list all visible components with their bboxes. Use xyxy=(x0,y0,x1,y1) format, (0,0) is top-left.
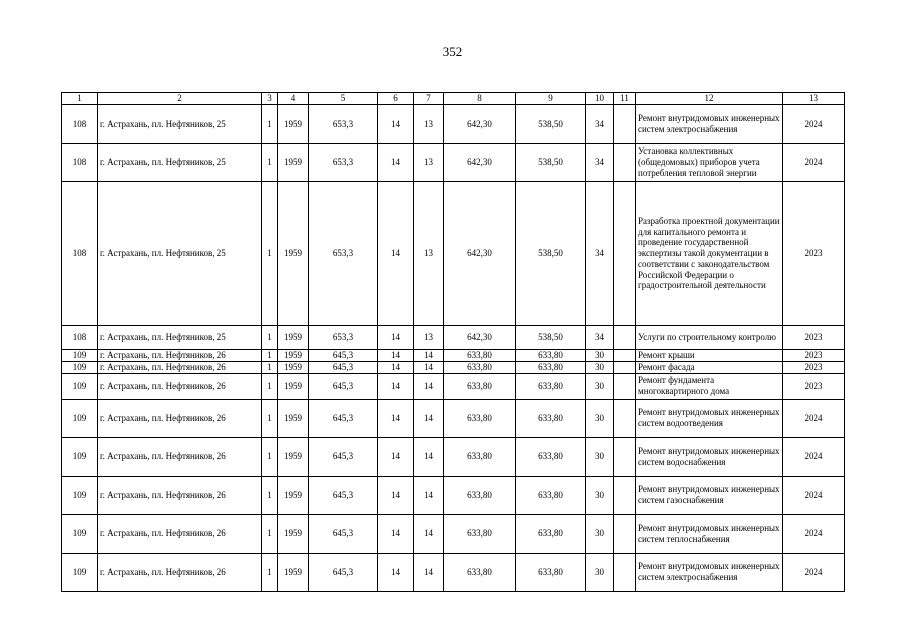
living-area-cell: 642,30 xyxy=(444,144,516,182)
living-area-cell: 633,80 xyxy=(444,361,516,373)
residents-cell: 30 xyxy=(586,437,614,476)
residents-cell: 30 xyxy=(586,553,614,591)
work-type-cell: Ремонт внутридомовых инженерных систем водоснабжения xyxy=(636,437,783,476)
address-cell: г. Астрахань, пл. Нефтяников, 26 xyxy=(98,361,262,373)
year-built-cell: 1959 xyxy=(278,514,309,553)
living-area-cell: 633,80 xyxy=(444,553,516,591)
table-body xyxy=(62,105,845,592)
private-area-cell: 538,50 xyxy=(516,144,586,182)
apartments-cell: 13 xyxy=(414,326,444,350)
year-planned-cell: 2023 xyxy=(783,326,845,350)
row-number: 108 xyxy=(62,326,98,350)
table-row xyxy=(62,553,845,591)
year-built-cell: 1959 xyxy=(278,476,309,514)
floors-cell: 14 xyxy=(378,476,414,514)
table-row xyxy=(62,373,845,399)
column-header: 2 xyxy=(98,93,262,105)
extra-cell xyxy=(614,373,636,399)
floors-cell: 14 xyxy=(378,399,414,437)
residents-cell: 30 xyxy=(586,361,614,373)
living-area-cell: 633,80 xyxy=(444,373,516,399)
residents-cell: 30 xyxy=(586,373,614,399)
year-built-cell: 1959 xyxy=(278,144,309,182)
residents-cell: 34 xyxy=(586,182,614,326)
work-type-cell: Ремонт фасада xyxy=(636,361,783,373)
column-header: 6 xyxy=(378,93,414,105)
private-area-cell: 633,80 xyxy=(516,437,586,476)
year-built-cell: 1959 xyxy=(278,553,309,591)
floors-cell: 14 xyxy=(378,514,414,553)
total-area-cell: 645,3 xyxy=(309,553,378,591)
total-area-cell: 645,3 xyxy=(309,437,378,476)
total-area-cell: 645,3 xyxy=(309,350,378,362)
column-header: 9 xyxy=(516,93,586,105)
year-planned-cell: 2023 xyxy=(783,361,845,373)
work-type-cell: Ремонт фундамента многоквартирного дома xyxy=(636,373,783,399)
column-header: 5 xyxy=(309,93,378,105)
total-area-cell: 645,3 xyxy=(309,399,378,437)
column-header: 10 xyxy=(586,93,614,105)
building-count-cell: 1 xyxy=(262,105,278,144)
year-built-cell: 1959 xyxy=(278,326,309,350)
total-area-cell: 645,3 xyxy=(309,476,378,514)
address-cell: г. Астрахань, пл. Нефтяников, 25 xyxy=(98,105,262,144)
building-count-cell: 1 xyxy=(262,326,278,350)
total-area-cell: 645,3 xyxy=(309,514,378,553)
address-cell: г. Астрахань, пл. Нефтяников, 26 xyxy=(98,399,262,437)
work-type-cell: Услуги по строительному контролю xyxy=(636,326,783,350)
building-count-cell: 1 xyxy=(262,514,278,553)
living-area-cell: 633,80 xyxy=(444,350,516,362)
floors-cell: 14 xyxy=(378,553,414,591)
year-built-cell: 1959 xyxy=(278,399,309,437)
extra-cell xyxy=(614,182,636,326)
total-area-cell: 653,3 xyxy=(309,326,378,350)
building-count-cell: 1 xyxy=(262,553,278,591)
building-count-cell: 1 xyxy=(262,476,278,514)
address-cell: г. Астрахань, пл. Нефтяников, 25 xyxy=(98,326,262,350)
work-type-cell: Ремонт внутридомовых инженерных систем электроснабжения xyxy=(636,553,783,591)
table-row xyxy=(62,361,845,373)
apartments-cell: 14 xyxy=(414,399,444,437)
extra-cell xyxy=(614,437,636,476)
row-number: 109 xyxy=(62,437,98,476)
private-area-cell: 538,50 xyxy=(516,105,586,144)
year-planned-cell: 2024 xyxy=(783,399,845,437)
apartments-cell: 14 xyxy=(414,361,444,373)
column-header: 7 xyxy=(414,93,444,105)
address-cell: г. Астрахань, пл. Нефтяников, 26 xyxy=(98,437,262,476)
private-area-cell: 633,80 xyxy=(516,399,586,437)
column-header: 4 xyxy=(278,93,309,105)
building-count-cell: 1 xyxy=(262,373,278,399)
year-planned-cell: 2023 xyxy=(783,350,845,362)
column-header: 12 xyxy=(636,93,783,105)
column-header: 11 xyxy=(614,93,636,105)
extra-cell xyxy=(614,514,636,553)
work-type-cell: Разработка проектной документации для капитального ремонта и проведение государственной экспертизы такой документации в соответствии с законодательством Российской Федерации о градостроительной деятельности xyxy=(636,182,783,326)
extra-cell xyxy=(614,326,636,350)
column-header: 8 xyxy=(444,93,516,105)
apartments-cell: 13 xyxy=(414,144,444,182)
living-area-cell: 633,80 xyxy=(444,399,516,437)
living-area-cell: 633,80 xyxy=(444,437,516,476)
row-number: 108 xyxy=(62,182,98,326)
total-area-cell: 645,3 xyxy=(309,361,378,373)
address-cell: г. Астрахань, пл. Нефтяников, 26 xyxy=(98,373,262,399)
apartments-cell: 14 xyxy=(414,553,444,591)
header-row xyxy=(62,93,845,105)
table-row xyxy=(62,476,845,514)
work-type-cell: Установка коллективных (общедомовых) приборов учета потребления тепловой энергии xyxy=(636,144,783,182)
apartments-cell: 14 xyxy=(414,350,444,362)
row-number: 109 xyxy=(62,399,98,437)
total-area-cell: 653,3 xyxy=(309,144,378,182)
total-area-cell: 653,3 xyxy=(309,182,378,326)
apartments-cell: 13 xyxy=(414,182,444,326)
extra-cell xyxy=(614,361,636,373)
year-built-cell: 1959 xyxy=(278,182,309,326)
table-row xyxy=(62,105,845,144)
address-cell: г. Астрахань, пл. Нефтяников, 26 xyxy=(98,350,262,362)
row-number: 109 xyxy=(62,514,98,553)
year-planned-cell: 2023 xyxy=(783,182,845,326)
residents-cell: 34 xyxy=(586,326,614,350)
work-type-cell: Ремонт внутридомовых инженерных систем теплоснабжения xyxy=(636,514,783,553)
apartments-cell: 14 xyxy=(414,476,444,514)
private-area-cell: 633,80 xyxy=(516,373,586,399)
year-built-cell: 1959 xyxy=(278,105,309,144)
building-count-cell: 1 xyxy=(262,144,278,182)
year-planned-cell: 2024 xyxy=(783,514,845,553)
extra-cell xyxy=(614,399,636,437)
floors-cell: 14 xyxy=(378,350,414,362)
extra-cell xyxy=(614,144,636,182)
year-planned-cell: 2024 xyxy=(783,105,845,144)
living-area-cell: 642,30 xyxy=(444,105,516,144)
repair-registry-table xyxy=(61,92,845,592)
page-number: 352 xyxy=(442,44,463,59)
apartments-cell: 14 xyxy=(414,373,444,399)
row-number: 108 xyxy=(62,105,98,144)
private-area-cell: 633,80 xyxy=(516,514,586,553)
work-type-cell: Ремонт внутридомовых инженерных систем электроснабжения xyxy=(636,105,783,144)
year-built-cell: 1959 xyxy=(278,361,309,373)
column-header: 1 xyxy=(62,93,98,105)
row-number: 109 xyxy=(62,553,98,591)
row-number: 109 xyxy=(62,361,98,373)
private-area-cell: 633,80 xyxy=(516,350,586,362)
private-area-cell: 633,80 xyxy=(516,361,586,373)
residents-cell: 30 xyxy=(586,476,614,514)
building-count-cell: 1 xyxy=(262,437,278,476)
year-planned-cell: 2024 xyxy=(783,437,845,476)
living-area-cell: 633,80 xyxy=(444,476,516,514)
address-cell: г. Астрахань, пл. Нефтяников, 26 xyxy=(98,553,262,591)
address-cell: г. Астрахань, пл. Нефтяников, 26 xyxy=(98,514,262,553)
living-area-cell: 633,80 xyxy=(444,514,516,553)
residents-cell: 30 xyxy=(586,514,614,553)
table-row xyxy=(62,182,845,326)
table-row xyxy=(62,399,845,437)
table-row xyxy=(62,350,845,362)
residents-cell: 34 xyxy=(586,144,614,182)
column-header: 3 xyxy=(262,93,278,105)
building-count-cell: 1 xyxy=(262,399,278,437)
extra-cell xyxy=(614,476,636,514)
row-number: 109 xyxy=(62,476,98,514)
living-area-cell: 642,30 xyxy=(444,182,516,326)
floors-cell: 14 xyxy=(378,373,414,399)
year-built-cell: 1959 xyxy=(278,437,309,476)
total-area-cell: 653,3 xyxy=(309,105,378,144)
building-count-cell: 1 xyxy=(262,182,278,326)
row-number: 109 xyxy=(62,350,98,362)
private-area-cell: 538,50 xyxy=(516,182,586,326)
residents-cell: 30 xyxy=(586,350,614,362)
column-header: 13 xyxy=(783,93,845,105)
floors-cell: 14 xyxy=(378,144,414,182)
year-built-cell: 1959 xyxy=(278,350,309,362)
private-area-cell: 538,50 xyxy=(516,326,586,350)
work-type-cell: Ремонт внутридомовых инженерных систем водоотведения xyxy=(636,399,783,437)
year-built-cell: 1959 xyxy=(278,373,309,399)
extra-cell xyxy=(614,105,636,144)
private-area-cell: 633,80 xyxy=(516,553,586,591)
residents-cell: 30 xyxy=(586,399,614,437)
year-planned-cell: 2023 xyxy=(783,373,845,399)
private-area-cell: 633,80 xyxy=(516,476,586,514)
floors-cell: 14 xyxy=(378,361,414,373)
floors-cell: 14 xyxy=(378,182,414,326)
apartments-cell: 13 xyxy=(414,105,444,144)
floors-cell: 14 xyxy=(378,326,414,350)
row-number: 108 xyxy=(62,144,98,182)
table-row xyxy=(62,144,845,182)
address-cell: г. Астрахань, пл. Нефтяников, 26 xyxy=(98,476,262,514)
table-row xyxy=(62,326,845,350)
floors-cell: 14 xyxy=(378,437,414,476)
total-area-cell: 645,3 xyxy=(309,373,378,399)
table-row xyxy=(62,437,845,476)
row-number: 109 xyxy=(62,373,98,399)
address-cell: г. Астрахань, пл. Нефтяников, 25 xyxy=(98,182,262,326)
year-planned-cell: 2024 xyxy=(783,553,845,591)
building-count-cell: 1 xyxy=(262,361,278,373)
extra-cell xyxy=(614,553,636,591)
work-type-cell: Ремонт крыши xyxy=(636,350,783,362)
residents-cell: 34 xyxy=(586,105,614,144)
address-cell: г. Астрахань, пл. Нефтяников, 25 xyxy=(98,144,262,182)
table-row xyxy=(62,514,845,553)
living-area-cell: 642,30 xyxy=(444,326,516,350)
apartments-cell: 14 xyxy=(414,514,444,553)
extra-cell xyxy=(614,350,636,362)
year-planned-cell: 2024 xyxy=(783,476,845,514)
apartments-cell: 14 xyxy=(414,437,444,476)
year-planned-cell: 2024 xyxy=(783,144,845,182)
building-count-cell: 1 xyxy=(262,350,278,362)
work-type-cell: Ремонт внутридомовых инженерных систем газоснабжения xyxy=(636,476,783,514)
floors-cell: 14 xyxy=(378,105,414,144)
